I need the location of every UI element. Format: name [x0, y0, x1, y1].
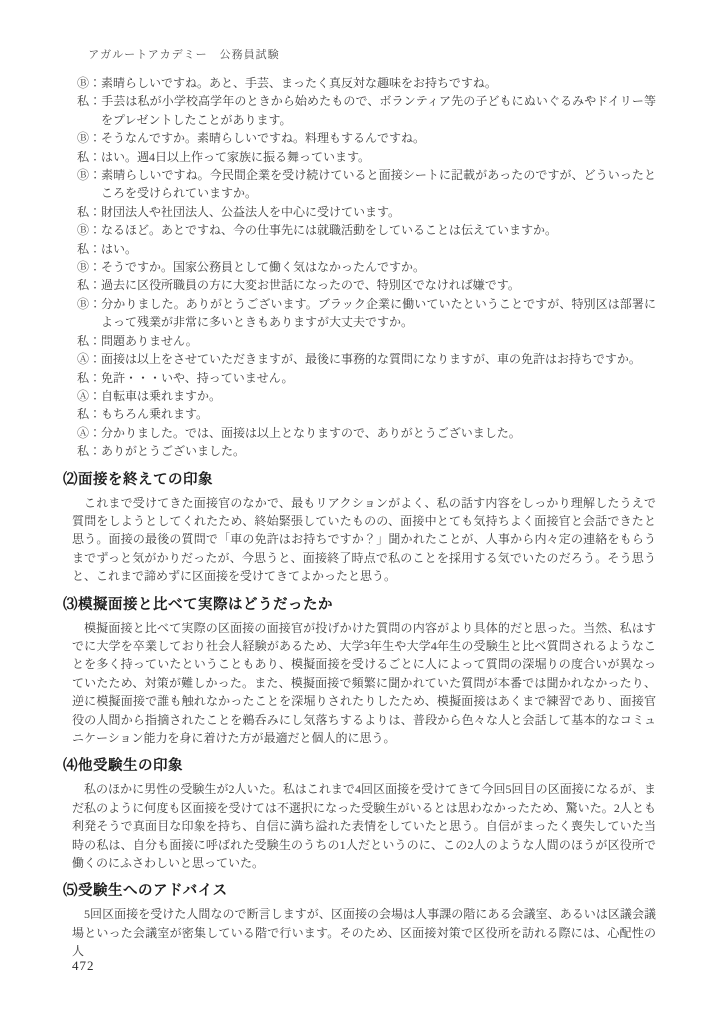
page-content [63, 74, 656, 961]
dialogue-line [77, 424, 656, 442]
dialogue-line [77, 332, 656, 350]
speaker-label: Ⓑ： [77, 260, 102, 275]
speaker-label: 私： [77, 407, 102, 422]
report-section [63, 470, 656, 586]
dialogue-text: 分かりました。ありがとうございます。ブラック企業に働いていたということですが、特別区は部署によって残業が非常に多いときもありますが大丈夫ですか。 [101, 296, 656, 330]
dialogue-text: 面接は以上をさせていただきますが、最後に事務的な質問になりますが、車の免許はお持ちですか。 [101, 352, 641, 367]
speaker-label: Ⓐ： [77, 425, 102, 440]
dialogue-text: 素晴らしいですね。あと、手芸、まったく真反対な趣味をお持ちですね。 [101, 76, 497, 90]
dialogue-text: 手芸は私が小学校高学年のときから始めたもので、ボランティア先の子どもにぬいぐるみやドイリー等をプレゼントしたことがあります。 [101, 94, 656, 127]
dialogue-line [77, 129, 656, 147]
dialogue-text: 免許・・・いや、持っていません。 [101, 370, 294, 385]
section-body: 私のほかに男性の受験生が2人いた。私はこれまで4回区面接を受けてきて今回5回目の区面接になるが、まだ私のように何度も区面接を受けては不選択になった受験生がいるとは思わなかったため、驚いた。2人とも利発そうで真面目な印象を持ち、自信に満ち溢れた表情をしていたと思う。自信がまったく喪失していた当時の私は、自分も面接に呼ばれた受験生のうちの1人だというのに、この2人のような人間のほうが区役所で働くのにふさわしいと思っていた。 [72, 782, 656, 871]
dialogue-line [77, 442, 656, 460]
dialogue-line [77, 148, 656, 166]
report-section [63, 595, 656, 748]
speaker-label: 私： [77, 278, 102, 293]
speaker-label: 私： [77, 94, 102, 109]
section-heading: ⑵面接を終えての印象 [63, 471, 213, 488]
dialogue-text: 過去に区役所職員の方に大変お世話になったので、特別区でなければ嫌です。 [101, 278, 520, 293]
report-section [63, 756, 656, 872]
dialogue-text: 財団法人や社団法人、公益法人を中心に受けています。 [101, 204, 401, 219]
dialogue-text: はい。 [101, 241, 138, 256]
dialogue-text: 素晴らしいですね。今民間企業を受け続けていると面接シートに記載があったのですが、どういったところを受けられていますか。 [101, 168, 656, 201]
speaker-label: 私： [77, 444, 102, 459]
dialogue-line [77, 405, 656, 423]
dialogue-text: なるほど。あとですね、今の仕事先には就職活動をしていることは伝えていますか。 [101, 223, 558, 238]
dialogue-line [77, 295, 656, 332]
report-sections [63, 470, 656, 961]
dialogue-text: はい。週4日以上作って家族に振る舞っています。 [101, 149, 371, 164]
section-heading: ⑸受験生へのアドバイス [63, 883, 228, 900]
page-number: 472 [72, 958, 95, 973]
header-title: アガルートアカデミー 公務員試験 [88, 49, 280, 61]
speaker-label: Ⓑ： [77, 168, 102, 183]
dialogue-text: 自転車は乗れますか。 [101, 388, 222, 403]
report-section [63, 881, 656, 960]
speaker-label: Ⓑ： [77, 296, 102, 311]
speaker-label: 私： [77, 204, 102, 219]
dialogue-text: 分かりました。では、面接は以上となりますので、ありがとうございました。 [101, 425, 521, 440]
dialogue-text: ありがとうございました。 [101, 444, 246, 459]
dialogue-line [77, 166, 656, 203]
dialogue-line [77, 350, 656, 368]
dialogue-line [77, 221, 656, 239]
dialogue-line [77, 258, 656, 276]
dialogue-text: もちろん乗れます。 [101, 407, 209, 422]
section-heading: ⑶模擬面接と比べて実際はどうだったか [63, 596, 333, 613]
speaker-label: Ⓑ： [77, 131, 102, 146]
dialogue-line [77, 92, 656, 129]
speaker-label: Ⓐ： [77, 388, 102, 403]
dialogue-text: そうですか。国家公務員として働く気はなかったんですか。 [101, 260, 426, 275]
speaker-label: 私： [77, 370, 102, 385]
dialogue-line [77, 74, 656, 92]
dialogue-line [77, 276, 656, 294]
section-body: 5回区面接を受けた人間なので断言しますが、区面接の会場は人事課の階にある会議室、あるいは区議会議場といった会議室が密集している階で行います。そのため、区面接対策で区役所を訪れる際には、心配性の人 [72, 907, 656, 959]
speaker-label: 私： [77, 149, 102, 164]
dialogue-line [77, 387, 656, 405]
dialogue-text: そうなんですか。素晴らしいですね。料理もするんですね。 [101, 131, 426, 146]
page-header [72, 34, 280, 74]
speaker-label: Ⓐ： [77, 352, 102, 367]
section-body: これまで受けてきた面接官のなかで、最もリアクションがよく、私の話す内容をしっかり理解したうえで質問をしようとしてくれたため、終始緊張していたものの、面接中とても気持ちよく面接官と会話できたと思う。面接の最後の質問で「車の免許はお持ちですか？」聞かれたことが、人事から内々定の連絡をもらうまでずっと気がかりだったが、今思うと、面接終了時点で私のことを採用する気でいたのだろう。そう思うと、これまで諦めずに区面接を受けてきてよかったと思う。 [72, 495, 656, 584]
dialogue-line [77, 240, 656, 258]
dialogue-text: 問題ありません。 [101, 333, 198, 348]
section-heading: ⑷他受験生の印象 [63, 758, 183, 775]
section-body: 模擬面接と比べて実際の区面接の面接官が投げかけた質問の内容がより具体的だと思った。当然、私はすでに大学を卒業しており社会人経験があるため、大学3年生や大学4年生の受験生と比べ質問されるようなことを多く持っていたということもあり、模擬面接を受けるごとに人によって質問の深堀りの度合いが異なっていたため、対策が難しかった。また、模擬面接で頻繁に聞かれていた質問が本番では聞かれなかったり、逆に模擬面接で誰も触れなかったことを深堀りされたりしたため、模擬面接はあくまで練習であり、面接官役の人間から指摘されたことを鵜呑みにし気落ちするよりは、普段から色々な人と会話して基本的なコミュニケーション能力を身に着けた方が最適だと個人的に思う。 [72, 620, 656, 745]
dialogue-line [77, 203, 656, 221]
speaker-label: Ⓑ： [77, 76, 102, 90]
speaker-label: 私： [77, 241, 102, 256]
speaker-label: Ⓑ： [77, 223, 102, 238]
speaker-label: 私： [77, 333, 102, 348]
interview-dialogue [77, 74, 656, 461]
dialogue-line [77, 369, 656, 387]
